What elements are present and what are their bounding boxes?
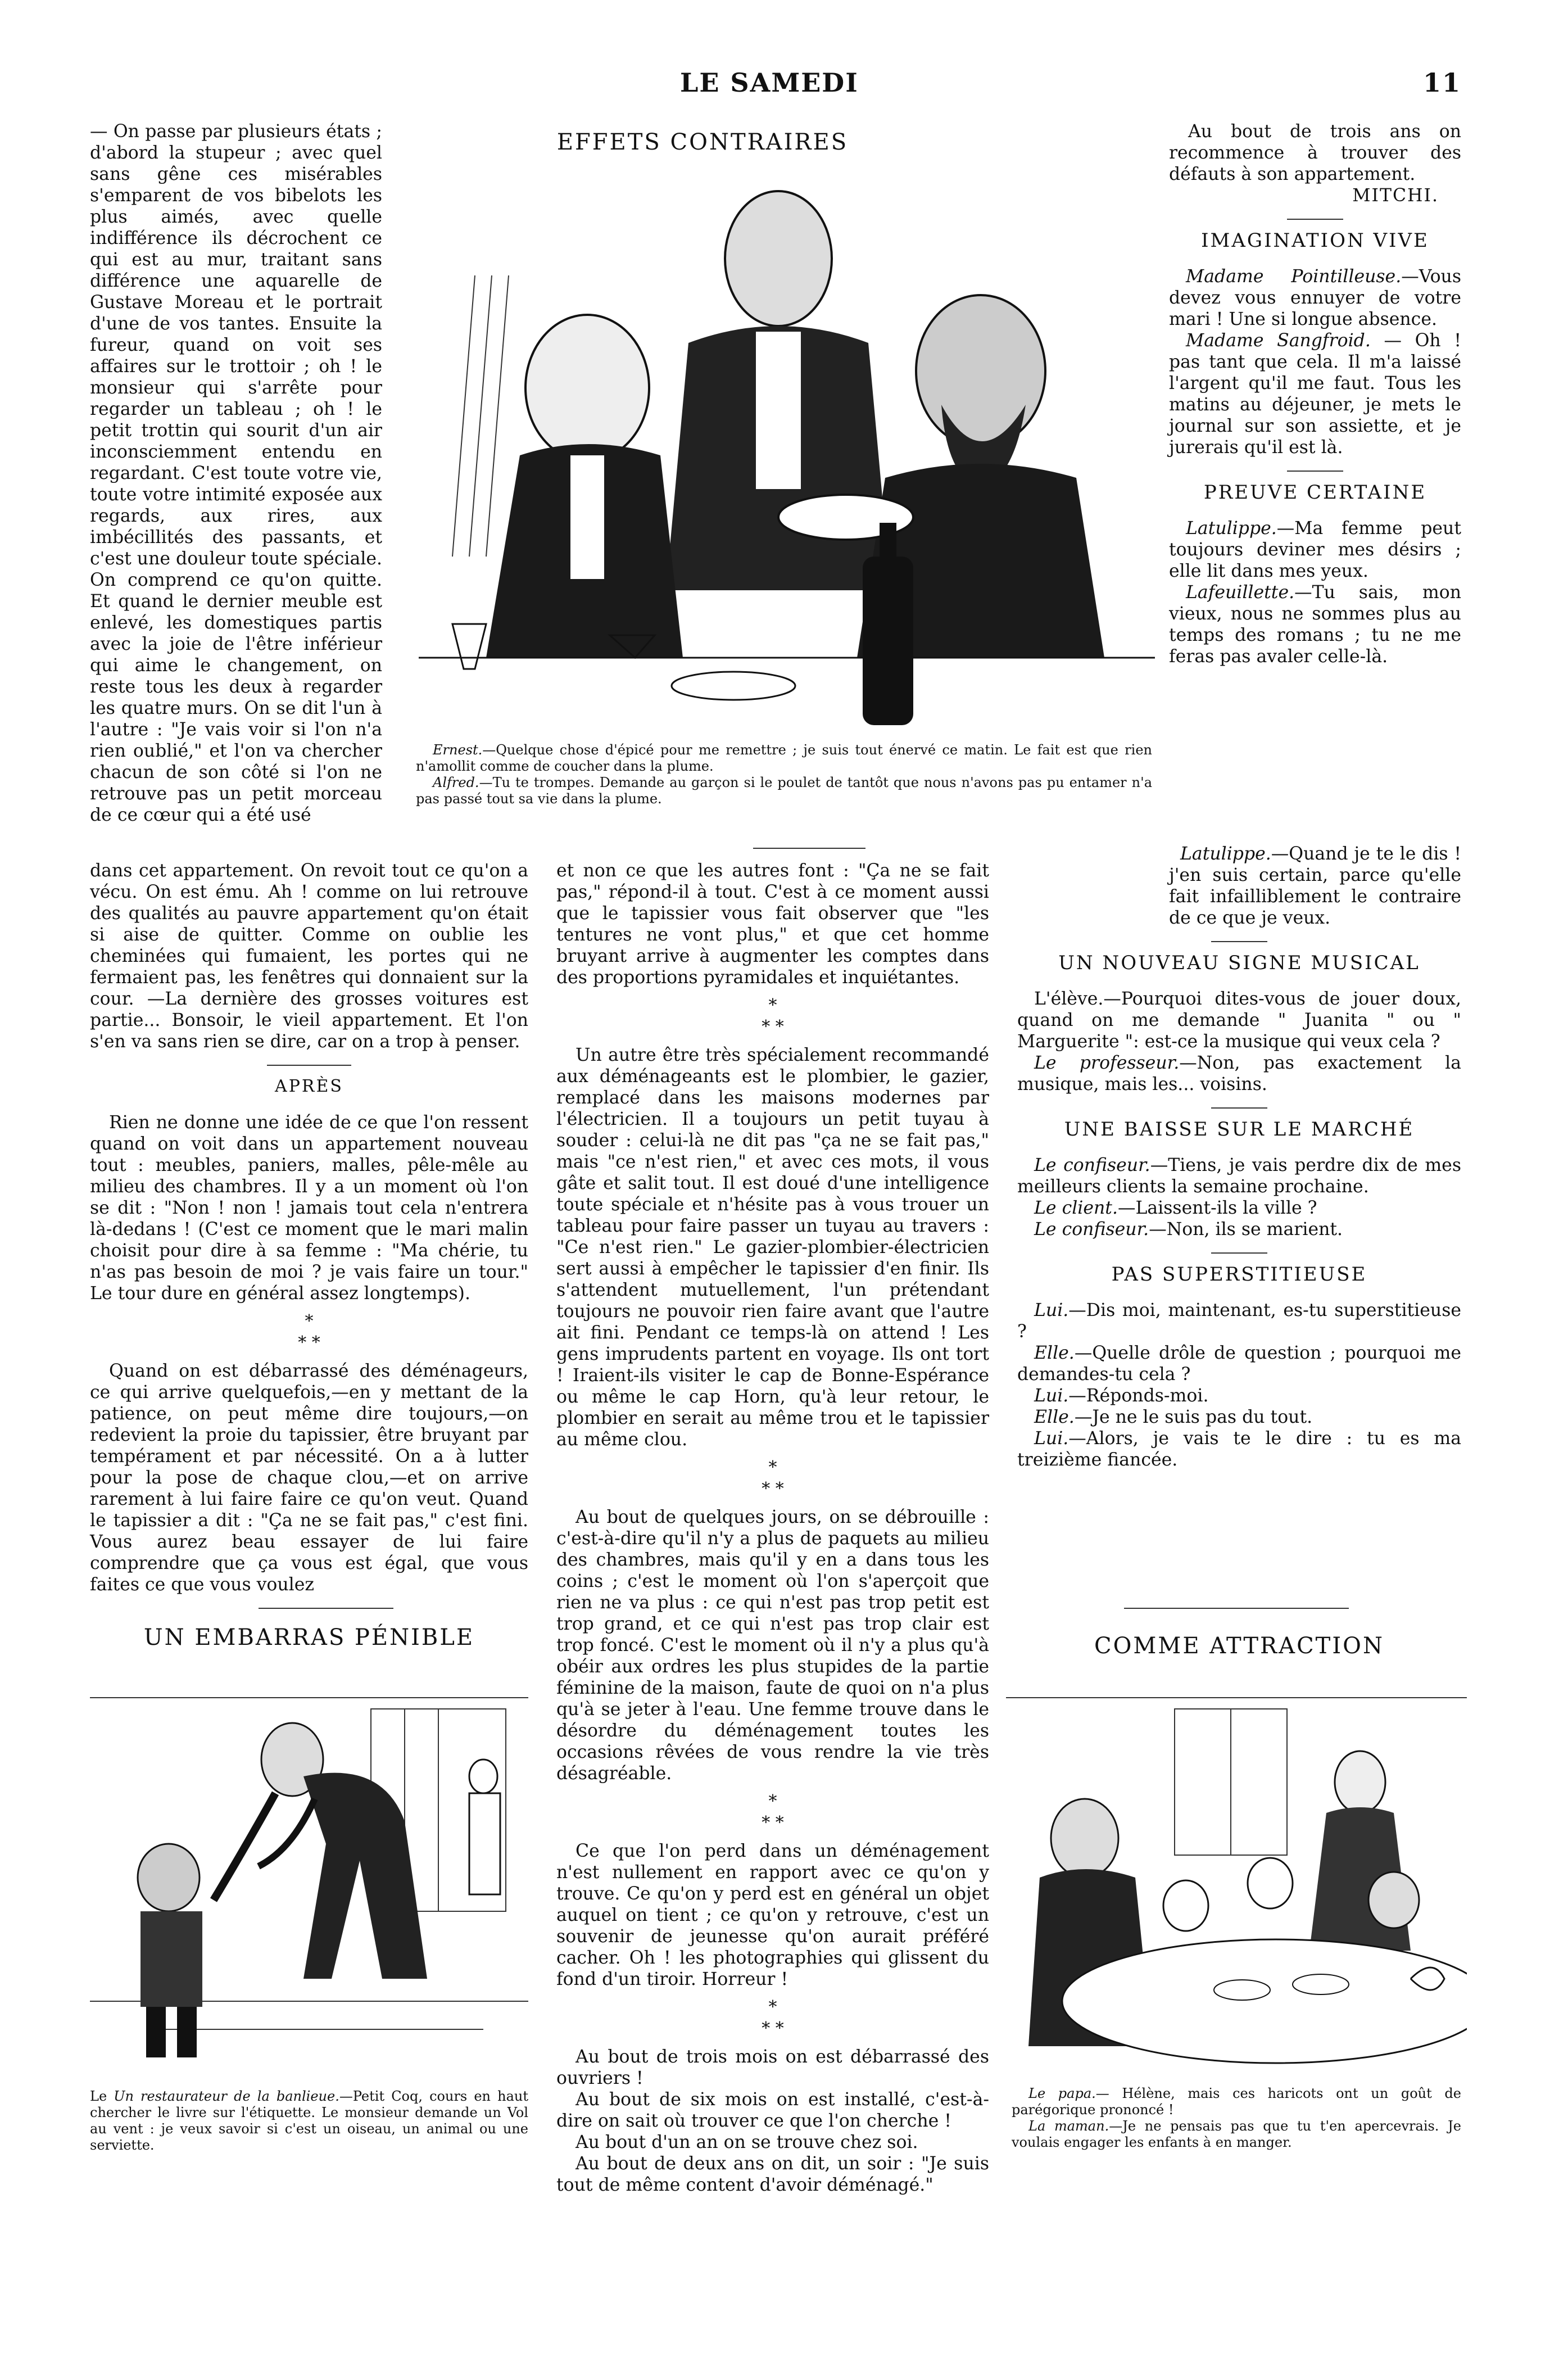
imagination-text-1: —Vous devez vous ennuyer de votre mari ! Une si longue absence. xyxy=(1169,266,1461,329)
signature: MITCHI. xyxy=(1352,186,1439,206)
signe-speaker-2: Le professeur. xyxy=(1034,1053,1180,1073)
embarras-caption-prefix: Le xyxy=(90,2088,107,2104)
embarras-caption-speaker: Un restaurateur de la banlieue. xyxy=(114,2088,339,2104)
embarras-title: UN EMBARRAS PÉNIBLE xyxy=(143,1625,475,1650)
effets-caption-2-text: —Tu te trompes. Demande au garçon si le poulet de tantôt que nous n'avons pas pu entamer n'a pas passé tout sa vie dans la plume. xyxy=(416,775,1152,807)
divider xyxy=(1287,471,1343,472)
divider xyxy=(1211,1107,1267,1109)
effets-caption xyxy=(416,742,1152,807)
signe-text-1: L'élève.—Pourquoi dites-vous de jouer doux, quand on me demande " Juanita " ou " Marguerite ": est-ce la musique qui veux cela ? xyxy=(1017,989,1461,1052)
sup-speaker-2: Elle. xyxy=(1034,1343,1075,1363)
page-number: 11 xyxy=(1423,67,1462,98)
imagination-speaker-1: Madame Pointilleuse. xyxy=(1186,266,1402,287)
sup-text-2: —Quelle drôle de question ; pourquoi me demandes-tu cela ? xyxy=(1017,1343,1461,1385)
divider xyxy=(1287,219,1343,220)
sup-text-3: —Réponds-moi. xyxy=(1068,1386,1209,1406)
middle-final-1: Au bout de trois mois on est débarrassé des ouvriers ! xyxy=(556,2047,989,2088)
embarras-caption-text: —Petit Coq, cours en haut chercher le livre sur l'étiquette. Le monsieur demande un Vol au vent : je veux savoir si c'est un oiseau, un animal ou une serviette. xyxy=(90,2088,528,2153)
embarras-divider xyxy=(259,1608,393,1609)
baisse-title: UNE BAISSE SUR LE MARCHÉ xyxy=(1064,1118,1415,1141)
baisse-text-3: —Non, ils se marient. xyxy=(1149,1219,1343,1240)
attraction-title: COMME ATTRACTION xyxy=(1094,1633,1384,1659)
journal-title: LE SAMEDI xyxy=(680,67,859,98)
preuve-text-3: —Quand je te le dis ! j'en suis certain, parce qu'elle fait infailliblement le contraire de ce que je veux. xyxy=(1169,844,1461,928)
embarras-illustration xyxy=(90,1664,528,2080)
superstitieuse-title: PAS SUPERSTITIEUSE xyxy=(1111,1263,1367,1286)
right-intro: Au bout de trois ans on recommence à trouver des défauts à son appartement. xyxy=(1169,121,1461,184)
middle-paragraph-2: Un autre être très spécialement recommandé aux déménageants est le plombier, le gazier, remplacé dans les maisons modernes par l'électricien. Il a toujours un petit tuyau à souder : celui-là ne dit pas "ça ne se fait pas," mais "ce n'est rien," et avec ces mots, il vous gâte et salit tout. Il est doué d'une intelligence toute spéciale et n'hésite pas à vous trouer un tableau pour faire passer un tuyau au travers : "Ce n'est rien." Le gazier-plombier-électricien sert aussi à empêcher le tapissier d'en finir. Ils s'attendent mutuellement, l'un prétendant toujours ne pouvoir rien faire avant que l'autre ait fini. Pendant ce temps-là on attend ! Les gens imprudents partent en voyage. Ils ont tort ! Iraient-ils visiter le cap de Bonne-Espérance ou même le cap Horn, qu'à leur retour, le plombier en serait au même trou et le tapissier au même clou. xyxy=(556,1045,989,1450)
divider xyxy=(1211,941,1267,942)
effets-caption-1-speaker: Ernest. xyxy=(433,742,483,758)
signe-text-2: —Non, pas exactement la musique, mais les... voisins. xyxy=(1017,1053,1461,1094)
effets-caption-2-speaker: Alfred. xyxy=(433,775,479,790)
preuve-speaker-3: Latulippe. xyxy=(1180,844,1271,864)
preuve-text-1: —Ma femme peut toujours deviner mes désirs ; elle lit dans mes yeux. xyxy=(1169,518,1461,581)
baisse-text-2: —Laissent-ils la ville ? xyxy=(1117,1198,1317,1218)
middle-final-4: Au bout de deux ans on dit, un soir : "Je suis tout de même content d'avoir déménagé." xyxy=(556,2154,989,2195)
left-paragraph-1: — On passe par plusieurs états ; d'abord la stupeur ; avec quel sans gêne ces misérables s'emparent de vos bibelots les plus aimés, avec quelle indifférence ils décrochent ce qui est au mur, traitant sans différence une aquarelle de Gustave Moreau et le portrait d'une de vos tantes. Ensuite la fureur, quand on voit ses affaires sur le trottoir ; oh ! le monsieur qui s'arrête pour regarder un tableau ; oh ! le petit trottin qui sourit d'un air inconsciemment entendu en regardant. C'est toute votre vie, toute votre intimité exposée aux regards, aux rires, aux imbécillités des passants, et c'est une douleur toute spéciale. On comprend ce qu'on quitte. Et quand le dernier meuble est enlevé, les domestiques partis avec la joie de l'être inférieur qui aime le changement, on reste tous les deux à regarder les quatre murs. On se dit l'un à l'autre : "Je vais voir si l'on n'a rien oublié," et l'on va chercher chacun de son côté si l'on ne retrouve pas un petit morceau de ce cœur qui a été usé xyxy=(90,121,382,825)
imagination-title: IMAGINATION VIVE xyxy=(1201,229,1429,252)
preuve-title: PREUVE CERTAINE xyxy=(1203,481,1427,504)
divider xyxy=(267,1065,351,1066)
restaurateur-and-boy-icon xyxy=(90,1664,528,2080)
sup-text-1: —Dis moi, maintenant, es-tu superstitieuse ? xyxy=(1017,1300,1461,1342)
baisse-text-1: —Tiens, je vais perdre dix de mes meilleurs clients la semaine prochaine. xyxy=(1017,1155,1461,1197)
apres-paragraph-2: Quand on est débarrassé des déménageurs, ce qui arrive quelquefois,—en y mettant de la patience, on peut même dire toujours,—on redevient la proie du tapissier, être bruyant par tempérament et par nécessité. On a à lutter pour la pose de chaque clou,—et on arrive rarement à lui faire faire ce qu'on veut. Quand le tapissier a dit : "Ça ne se fait pas," c'est fini. Vous aurez beau essayer de lui faire comprendre que ça vous est égal, que vous faites ce que vous voulez xyxy=(90,1361,528,1595)
effets-title: EFFETS CONTRAIRES xyxy=(556,129,849,155)
attraction-caption xyxy=(1012,2086,1461,2151)
attraction-divider xyxy=(1124,1608,1349,1609)
middle-paragraph-3: Au bout de quelques jours, on se débrouille : c'est-à-dire qu'il n'y a plus de paquets au milieu des chambres, mais qu'il y en a dans tous les coins ; c'est le moment où l'on s'aperçoit que rien ne va plus : ce qui n'est pas trop petit est trop grand, et ce qui n'est pas trop clair est trop foncé. C'est le moment où il n'y a plus qu'à obéir aux ordres les plus stupides de la partie féminine de la maison, faute de quoi on n'a plus qu'à se jeter à l'eau. Une femme trouve dans le désordre du déménagement toutes les occasions rêvées de vous rendre la vie très désagréable. xyxy=(556,1507,989,1784)
stars-divider: * * * xyxy=(762,1997,784,2038)
effets-illustration xyxy=(419,163,1155,736)
stars-divider: * * * xyxy=(762,1458,784,1499)
middle-column xyxy=(556,860,989,2196)
apres-paragraph-1: Rien ne donne une idée de ce que l'on ressent quand on voit dans un appartement nouveau tout : meubles, paniers, malles, pêle-mêle au milieu des chambres. Il y a un moment où l'on se dit : "Non ! non ! jamais tout cela n'entrera là-dedans ! (C'est ce moment que le mari malin choisit pour dire à sa femme : "Ma chérie, tu n'as pas besoin de moi ? je vais faire un tour." Le tour dure en général assez longtemps). xyxy=(90,1112,528,1304)
three-men-dining-icon xyxy=(419,163,1155,736)
sup-speaker-5: Lui. xyxy=(1034,1428,1069,1449)
baisse-speaker-2: Le client. xyxy=(1034,1198,1118,1218)
left-paragraph-2: dans cet appartement. On revoit tout ce qu'on a vécu. On est ému. Ah ! comme on lui retrouve des qualités au pauvre appartement qu'on était si aise de quitter. Comme on oublie les cheminées qui fumaient, les portes qui ne fermaient pas, les fenêtres qui donnaient sur la cour. —La dernière des grosses voitures est partie... Bonsoir, le vieil appartement. Et l'on s'en va sans rien se dire, car on a trop à penser. xyxy=(90,861,528,1052)
stars-divider: * * * xyxy=(762,996,784,1037)
preuve-speaker-1: Latulippe. xyxy=(1186,518,1277,539)
middle-paragraph-4: Ce que l'on perd dans un déménagement n'est nullement en rapport avec ce qu'on y trouve. Ce qu'on y perd est en général un objet auquel on tient ; ce qu'on y retrouve, c'est un souvenir de jeunesse qu'on aurait préféré cacher. Oh ! les photographies qui glissent du fond d'un tiroir. Horreur ! xyxy=(556,1841,989,1989)
sup-speaker-3: Lui. xyxy=(1034,1386,1069,1406)
sup-speaker-1: Lui. xyxy=(1034,1300,1069,1320)
preuve-text-2: —Tu sais, mon vieux, nous ne sommes plus au temps des romans ; tu ne me feras pas avaler celle-là. xyxy=(1169,582,1461,667)
divider xyxy=(1211,1252,1267,1254)
stars-divider: * * * xyxy=(762,1792,784,1833)
middle-divider xyxy=(753,848,865,849)
imagination-text-2: — Oh ! pas tant que cela. Il m'a laissé l'argent qu'il me faut. Tous les matins au déjeuner, je mets le journal sur son assiette, et je jurerais qu'il est là. xyxy=(1169,331,1461,458)
attraction-caption-1-text: — Hélène, mais ces haricots ont un goût de parégorique prononcé ! xyxy=(1012,2086,1461,2118)
sup-speaker-4: Elle. xyxy=(1034,1407,1075,1427)
family-dinner-icon xyxy=(1006,1686,1467,2080)
sup-text-4: —Je ne le suis pas du tout. xyxy=(1074,1407,1313,1427)
attraction-caption-2-speaker: La maman. xyxy=(1028,2118,1109,2134)
sup-text-5: —Alors, je vais te le dire : tu es ma treizième fiancée. xyxy=(1017,1428,1461,1470)
left-column-bottom xyxy=(90,860,528,1595)
stars-divider: * * * xyxy=(298,1311,320,1353)
middle-paragraph-1: et non ce que les autres font : "Ça ne se fait pas," répond-il à tout. C'est à ce moment aussi que le tapissier vous fait observer que "les tentures ne vont plus," et que cet homme bruyant arrive à augmenter les comptes dans des proportions pyramidales et inquiétantes. xyxy=(556,861,989,988)
baisse-speaker-1: Le confiseur. xyxy=(1034,1155,1150,1175)
effets-caption-1-text: —Quelque chose d'épicé pour me remettre ; je suis tout énervé ce matin. Le fait est que rien n'amollit comme de coucher dans la plume. xyxy=(416,742,1152,774)
middle-final-3: Au bout d'un an on se trouve chez soi. xyxy=(575,2132,918,2152)
left-column-top xyxy=(90,121,382,826)
attraction-caption-1-speaker: Le papa. xyxy=(1028,2086,1096,2101)
imagination-speaker-2: Madame Sangfroid. xyxy=(1186,331,1371,351)
apres-title: APRÈS xyxy=(275,1077,343,1096)
signe-title: UN NOUVEAU SIGNE MUSICAL xyxy=(1058,952,1420,974)
baisse-speaker-3: Le confiseur. xyxy=(1034,1219,1149,1240)
right-column-bottom xyxy=(1017,843,1461,1471)
middle-final-2: Au bout de six mois on est installé, c'est-à-dire on sait où trouver ce que l'on cherche ! xyxy=(556,2089,989,2131)
attraction-illustration xyxy=(1006,1686,1467,2080)
right-column-top xyxy=(1169,121,1461,667)
attraction-caption-2-text: —Je ne pensais pas que tu t'en apercevrais. Je voulais engager les enfants à en manger. xyxy=(1012,2118,1461,2150)
embarras-caption xyxy=(90,2088,528,2154)
preuve-speaker-2: Lafeuillette. xyxy=(1186,582,1295,603)
